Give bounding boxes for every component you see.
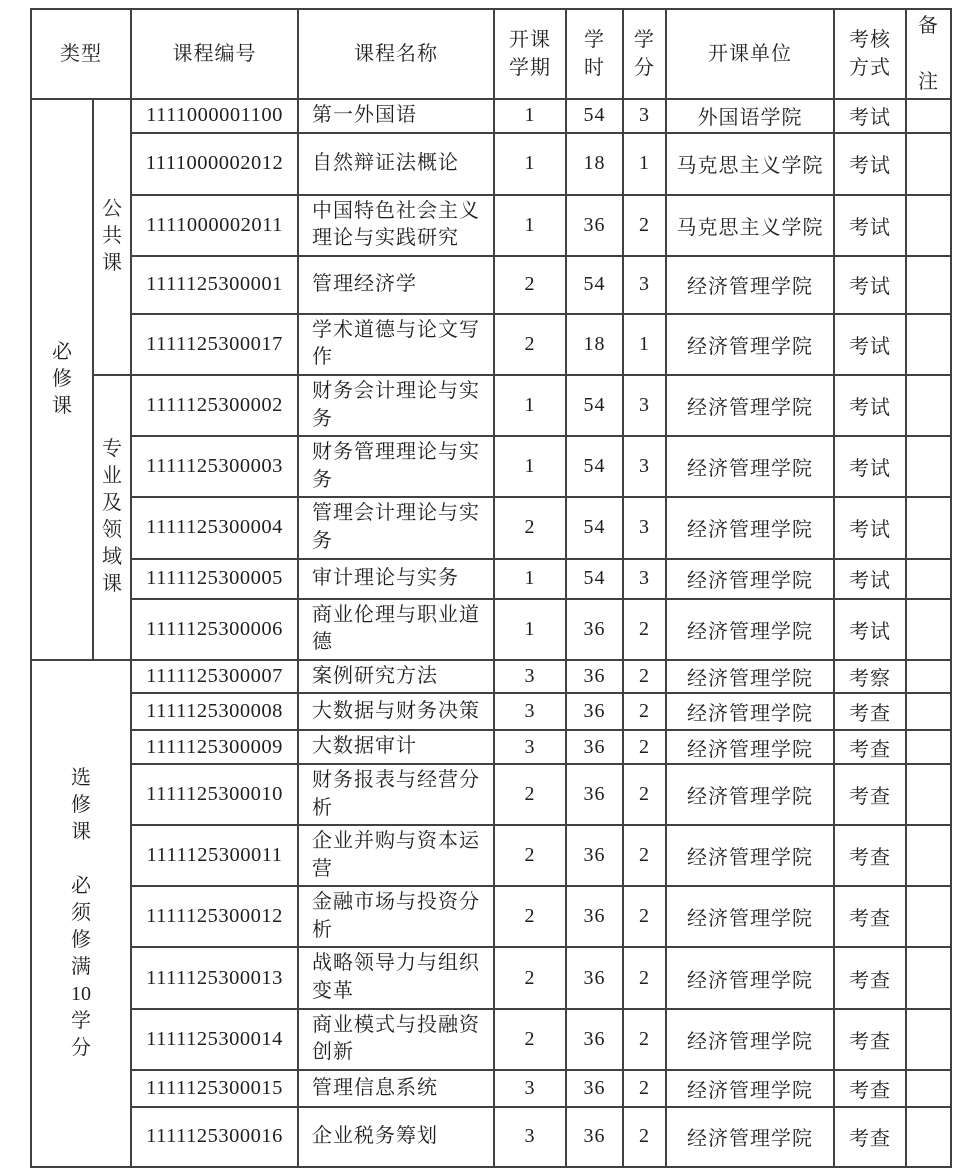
course-assessment: 考查 (834, 825, 906, 886)
course-semester: 2 (494, 256, 566, 314)
course-unit: 经济管理学院 (666, 764, 834, 825)
table-row (31, 693, 951, 730)
course-credits: 2 (623, 1070, 666, 1107)
table-row (31, 599, 951, 660)
course-hours: 36 (566, 195, 623, 256)
course-unit: 经济管理学院 (666, 693, 834, 730)
course-assessment: 考试 (834, 314, 906, 375)
course-hours: 54 (566, 559, 623, 599)
course-unit: 经济管理学院 (666, 559, 834, 599)
course-remark (906, 314, 951, 375)
course-unit: 经济管理学院 (666, 314, 834, 375)
course-id: 1111125300002 (131, 375, 298, 436)
course-assessment: 考查 (834, 764, 906, 825)
course-semester: 1 (494, 99, 566, 133)
course-remark (906, 133, 951, 195)
course-semester: 1 (494, 559, 566, 599)
course-name: 案例研究方法 (298, 660, 494, 694)
course-unit: 经济管理学院 (666, 730, 834, 764)
course-semester: 2 (494, 314, 566, 375)
course-credits: 2 (623, 195, 666, 256)
course-remark (906, 1070, 951, 1107)
course-assessment: 考查 (834, 886, 906, 947)
course-assessment: 考查 (834, 730, 906, 764)
course-remark (906, 375, 951, 436)
course-remark (906, 947, 951, 1008)
header-assessment: 考核 方式 (834, 9, 906, 99)
course-hours: 36 (566, 947, 623, 1008)
course-hours: 54 (566, 375, 623, 436)
course-semester: 1 (494, 133, 566, 195)
course-unit: 马克思主义学院 (666, 195, 834, 256)
course-credits: 2 (623, 660, 666, 694)
course-unit: 经济管理学院 (666, 1009, 834, 1070)
course-hours: 36 (566, 730, 623, 764)
header-unit: 开课单位 (666, 9, 834, 99)
course-assessment: 考查 (834, 1107, 906, 1167)
course-id: 1111125300017 (131, 314, 298, 375)
course-semester: 3 (494, 660, 566, 694)
table-row (31, 764, 951, 825)
course-credits: 2 (623, 886, 666, 947)
course-hours: 36 (566, 693, 623, 730)
course-name: 自然辩证法概论 (298, 133, 494, 195)
course-credits: 3 (623, 256, 666, 314)
course-name: 审计理论与实务 (298, 559, 494, 599)
course-name: 企业税务筹划 (298, 1107, 494, 1167)
course-id: 1111125300007 (131, 660, 298, 694)
course-name: 管理经济学 (298, 256, 494, 314)
table-row (31, 1070, 951, 1107)
header-course-id: 课程编号 (131, 9, 298, 99)
course-hours: 36 (566, 886, 623, 947)
course-remark (906, 599, 951, 660)
course-credits: 2 (623, 730, 666, 764)
course-semester: 3 (494, 693, 566, 730)
table-row (31, 1009, 951, 1070)
course-unit: 经济管理学院 (666, 1107, 834, 1167)
course-id: 1111000002011 (131, 195, 298, 256)
course-credits: 1 (623, 314, 666, 375)
header-type: 类型 (31, 9, 131, 99)
table-row (31, 314, 951, 375)
course-unit: 经济管理学院 (666, 599, 834, 660)
header-remarks: 备 注 (906, 9, 951, 99)
course-remark (906, 1107, 951, 1167)
course-id: 1111125300012 (131, 886, 298, 947)
table-row (31, 730, 951, 764)
course-id: 1111000001100 (131, 99, 298, 133)
course-unit: 经济管理学院 (666, 825, 834, 886)
course-unit: 经济管理学院 (666, 947, 834, 1008)
course-id: 1111125300009 (131, 730, 298, 764)
course-credits: 3 (623, 375, 666, 436)
course-assessment: 考试 (834, 99, 906, 133)
course-assessment: 考查 (834, 1070, 906, 1107)
course-unit: 经济管理学院 (666, 436, 834, 497)
course-unit: 经济管理学院 (666, 375, 834, 436)
course-assessment: 考试 (834, 497, 906, 558)
course-hours: 36 (566, 825, 623, 886)
course-plan-table (30, 8, 952, 1168)
course-assessment: 考查 (834, 947, 906, 1008)
course-name: 商业伦理与职业道德 (298, 599, 494, 660)
course-credits: 3 (623, 99, 666, 133)
course-id: 1111125300001 (131, 256, 298, 314)
course-id: 1111125300005 (131, 559, 298, 599)
course-name: 财务管理理论与实务 (298, 436, 494, 497)
section-label-required: 必 修 课 (31, 99, 93, 660)
course-semester: 3 (494, 1107, 566, 1167)
table-row (31, 436, 951, 497)
course-hours: 18 (566, 133, 623, 195)
course-credits: 3 (623, 436, 666, 497)
section-label-elective: 选 修 课 必 须 修 满 10 学 分 (31, 660, 131, 1167)
table-row (31, 497, 951, 558)
course-semester: 2 (494, 886, 566, 947)
course-id: 1111125300013 (131, 947, 298, 1008)
course-id: 1111125300004 (131, 497, 298, 558)
course-name: 战略领导力与组织变革 (298, 947, 494, 1008)
course-id: 1111125300003 (131, 436, 298, 497)
table-row (31, 195, 951, 256)
course-hours: 36 (566, 1009, 623, 1070)
course-credits: 3 (623, 497, 666, 558)
header-course-name: 课程名称 (298, 9, 494, 99)
course-remark (906, 693, 951, 730)
course-credits: 2 (623, 599, 666, 660)
course-hours: 54 (566, 256, 623, 314)
course-unit: 外国语学院 (666, 99, 834, 133)
course-id: 1111125300016 (131, 1107, 298, 1167)
course-assessment: 考试 (834, 599, 906, 660)
course-hours: 36 (566, 1070, 623, 1107)
course-id: 1111125300011 (131, 825, 298, 886)
course-hours: 18 (566, 314, 623, 375)
course-semester: 2 (494, 947, 566, 1008)
course-credits: 1 (623, 133, 666, 195)
course-id: 1111125300006 (131, 599, 298, 660)
course-hours: 54 (566, 497, 623, 558)
course-credits: 2 (623, 825, 666, 886)
course-hours: 36 (566, 660, 623, 694)
course-remark (906, 825, 951, 886)
course-assessment: 考查 (834, 693, 906, 730)
course-id: 1111125300015 (131, 1070, 298, 1107)
course-semester: 1 (494, 599, 566, 660)
course-remark (906, 660, 951, 694)
course-credits: 2 (623, 764, 666, 825)
course-remark (906, 730, 951, 764)
course-remark (906, 559, 951, 599)
course-name: 管理会计理论与实务 (298, 497, 494, 558)
group-label-professional: 专 业 及 领 域 课 (93, 375, 131, 660)
course-name: 大数据审计 (298, 730, 494, 764)
course-semester: 3 (494, 730, 566, 764)
course-credits: 2 (623, 693, 666, 730)
table-row (31, 133, 951, 195)
table-row (31, 886, 951, 947)
course-credits: 3 (623, 559, 666, 599)
course-unit: 经济管理学院 (666, 660, 834, 694)
course-semester: 1 (494, 375, 566, 436)
course-assessment: 考试 (834, 559, 906, 599)
course-id: 1111125300014 (131, 1009, 298, 1070)
table-row (31, 99, 951, 133)
course-assessment: 考试 (834, 195, 906, 256)
course-semester: 2 (494, 497, 566, 558)
course-name: 商业模式与投融资创新 (298, 1009, 494, 1070)
course-name: 企业并购与资本运营 (298, 825, 494, 886)
course-unit: 经济管理学院 (666, 256, 834, 314)
course-unit: 经济管理学院 (666, 886, 834, 947)
course-assessment: 考试 (834, 256, 906, 314)
course-remark (906, 195, 951, 256)
course-semester: 2 (494, 825, 566, 886)
course-unit: 经济管理学院 (666, 497, 834, 558)
table-row (31, 660, 951, 694)
course-hours: 36 (566, 1107, 623, 1167)
course-unit: 经济管理学院 (666, 1070, 834, 1107)
course-name: 中国特色社会主义理论与实践研究 (298, 195, 494, 256)
course-assessment: 考查 (834, 1009, 906, 1070)
table-row (31, 375, 951, 436)
course-name: 财务会计理论与实务 (298, 375, 494, 436)
group-label-public: 公 共 课 (93, 99, 131, 375)
course-assessment: 考试 (834, 133, 906, 195)
course-remark (906, 886, 951, 947)
course-semester: 1 (494, 436, 566, 497)
course-hours: 36 (566, 599, 623, 660)
course-remark (906, 256, 951, 314)
course-credits: 2 (623, 1107, 666, 1167)
table-row (31, 825, 951, 886)
course-id: 1111125300008 (131, 693, 298, 730)
course-assessment: 考试 (834, 436, 906, 497)
course-name: 第一外国语 (298, 99, 494, 133)
course-id: 1111125300010 (131, 764, 298, 825)
course-name: 金融市场与投资分析 (298, 886, 494, 947)
course-remark (906, 1009, 951, 1070)
course-semester: 3 (494, 1070, 566, 1107)
table-row (31, 1107, 951, 1167)
course-unit: 马克思主义学院 (666, 133, 834, 195)
course-remark (906, 436, 951, 497)
course-name: 大数据与财务决策 (298, 693, 494, 730)
course-hours: 36 (566, 764, 623, 825)
course-remark (906, 99, 951, 133)
course-assessment: 考试 (834, 375, 906, 436)
table-row (31, 256, 951, 314)
course-assessment: 考察 (834, 660, 906, 694)
table-row (31, 947, 951, 1008)
header-row (31, 9, 951, 99)
header-hours: 学 时 (566, 9, 623, 99)
header-credits: 学 分 (623, 9, 666, 99)
course-id: 1111000002012 (131, 133, 298, 195)
course-hours: 54 (566, 436, 623, 497)
course-semester: 2 (494, 1009, 566, 1070)
course-remark (906, 764, 951, 825)
course-credits: 2 (623, 1009, 666, 1070)
course-name: 学术道德与论文写作 (298, 314, 494, 375)
course-semester: 2 (494, 764, 566, 825)
course-hours: 54 (566, 99, 623, 133)
course-name: 管理信息系统 (298, 1070, 494, 1107)
course-remark (906, 497, 951, 558)
course-semester: 1 (494, 195, 566, 256)
table-row (31, 559, 951, 599)
header-semester: 开课 学期 (494, 9, 566, 99)
course-name: 财务报表与经营分析 (298, 764, 494, 825)
course-credits: 2 (623, 947, 666, 1008)
